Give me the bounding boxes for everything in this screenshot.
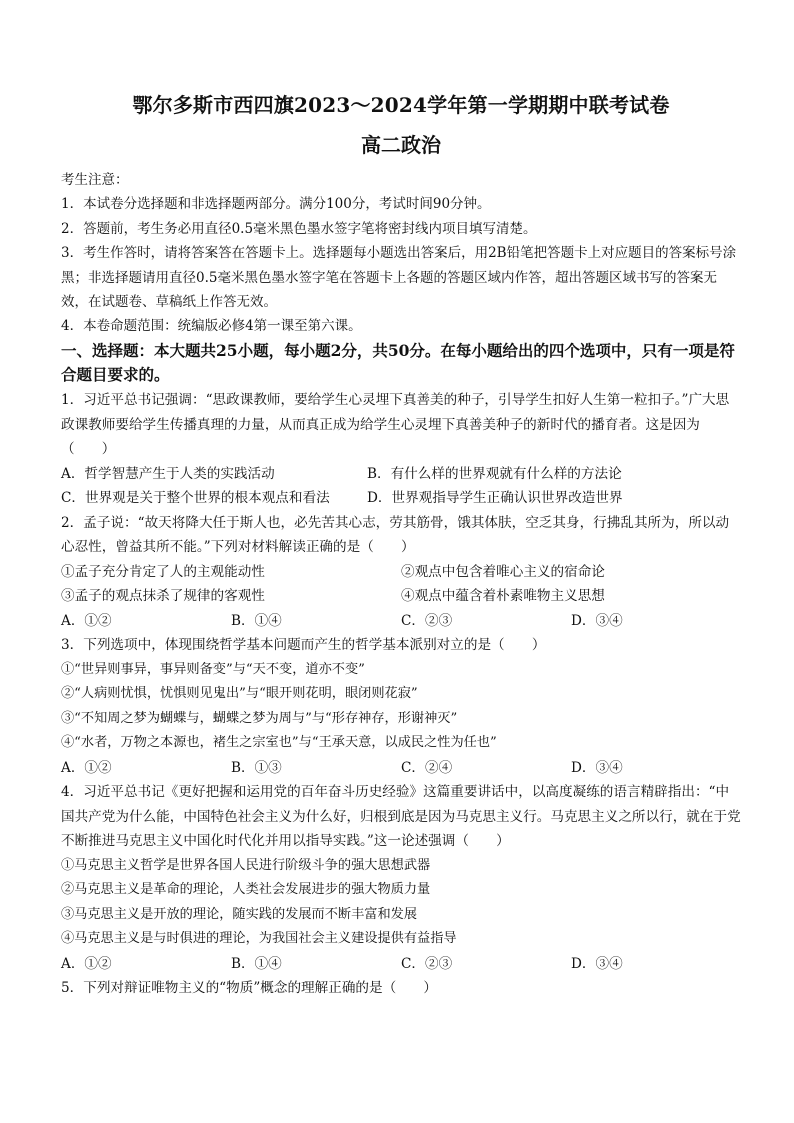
- section-heading-choice: 一、选择题：本大题共25小题，每小题2分，共50分。在每小题给出的四个选项中，只有一项是符合题目要求的。: [61, 340, 735, 385]
- question-4-option-b[interactable]: B．①④: [231, 955, 282, 972]
- question-4-statement-1: ①马克思主义哲学是世界各国人民进行阶级斗争的强大思想武器: [61, 857, 431, 873]
- question-2-statement-1: ①孟子充分肯定了人的主观能动性: [61, 563, 265, 580]
- exam-subject: 高二政治: [361, 133, 441, 157]
- question-4-option-d[interactable]: D．③④: [571, 955, 623, 972]
- question-2-stem: 2．孟子说：“故天将降大任于斯人也，必先苦其心志，劳其筋骨，饿其体肤，空乏其身，行拂乱其所为，所以动心忍性，曾益其所不能。”下列对材料解读正确的是（ ）: [61, 514, 730, 556]
- question-1: [61, 388, 741, 511]
- question-3-statement-4: ④“水者，万物之本源也，褚生之宗室也”与“王承天意，以成民之性为任也”: [61, 735, 497, 751]
- question-5-stem: 5．下列对辩证唯物主义的“物质”概念的理解正确的是（ ）: [61, 980, 437, 997]
- question-2-statement-3: ③孟子的观点抹杀了规律的客观性: [61, 588, 265, 605]
- question-3-option-d[interactable]: D．③④: [571, 759, 623, 776]
- question-1-option-b[interactable]: B．有什么样的世界观就有什么样的方法论: [367, 465, 622, 482]
- notice-item-4: 4．本卷命题范围：统编版必修4第一课至第六课。: [61, 318, 362, 335]
- question-3-options: [61, 756, 741, 781]
- question-2-statement-4: ④观点中蕴含着朴素唯物主义思想: [401, 588, 605, 605]
- question-1-options-row-1: [61, 462, 741, 487]
- question-3-stem: 3．下列选项中，体现围绕哲学基本问题而产生的哲学基本派别对立的是（ ）: [61, 637, 546, 654]
- question-4-option-a[interactable]: A．①②: [61, 955, 112, 972]
- question-3-statement-1: ①“世异则事异，事异则备变”与“天不变，道亦不变”: [61, 661, 365, 677]
- question-3-statement-3: ③“不知周之梦为蝴蝶与，蝴蝶之梦为周与”与“形存神存，形谢神灭”: [61, 710, 458, 726]
- question-2-statement-2: ②观点中包含着唯心主义的宿命论: [401, 563, 605, 580]
- notice-item-2: 2．答题前，考生务必用直径0.5毫米黑色墨水签字笔将密封线内项目填写清楚。: [61, 220, 537, 237]
- question-1-options-row-2: [61, 486, 741, 511]
- question-1-option-d[interactable]: D．世界观指导学生正确认识世界改造世界: [367, 490, 623, 507]
- question-2-option-c[interactable]: C．②③: [401, 612, 453, 629]
- notice-item-3: 3．考生作答时，请将答案答在答题卡上。选择题每小题选出答案后，用2B铅笔把答题卡上对应题目的答案标号涂黑；非选择题请用直径0.5毫米黑色墨水签字笔在答题卡上各题的答题区域内作答，超出答题区域书写的答案无效，在试题卷、草稿纸上作答无效。: [61, 245, 737, 311]
- question-4: [61, 780, 741, 976]
- question-2-option-d[interactable]: D．③④: [571, 612, 623, 629]
- question-4-statement-4: ④马克思主义是与时俱进的理论，为我国社会主义建设提供有益指导: [61, 931, 457, 947]
- question-5: [61, 976, 741, 1001]
- question-1-option-a[interactable]: A．哲学智慧产生于人类的实践活动: [61, 465, 275, 482]
- exam-title: 鄂尔多斯市西四旗2023～2024学年第一学期期中联考试卷: [132, 93, 670, 117]
- question-3-option-a[interactable]: A．①②: [61, 759, 112, 776]
- question-2-options: [61, 609, 741, 634]
- question-4-statement-2: ②马克思主义是革命的理论，人类社会发展进步的强大物质力量: [61, 882, 431, 898]
- question-2: [61, 511, 741, 634]
- question-2-option-a[interactable]: A．①②: [61, 612, 112, 629]
- question-3-option-c[interactable]: C．②④: [401, 759, 453, 776]
- question-1-option-c[interactable]: C．世界观是关于整个世界的根本观点和看法: [61, 490, 330, 507]
- question-3: [61, 633, 741, 780]
- question-4-statement-3: ③马克思主义是开放的理论，随实践的发展而不断丰富和发展: [61, 906, 418, 922]
- question-4-options: [61, 952, 741, 977]
- question-3-statement-2: ②“人病则忧惧，忧惧则见鬼出”与“眼开则花明，眼闭则花寂”: [61, 686, 418, 702]
- question-4-option-c[interactable]: C．②③: [401, 955, 453, 972]
- question-2-option-b[interactable]: B．①④: [231, 612, 282, 629]
- question-2-statements-row-2: [61, 584, 741, 609]
- question-3-option-b[interactable]: B．①③: [231, 759, 282, 776]
- question-4-stem: 4．习近平总书记《更好把握和运用党的百年奋斗历史经验》这篇重要讲话中，以高度凝练的语言精辟指出：“中国共产党为什么能，中国特色社会主义为什么好，归根到底是因为马克思主义行。马克思主义之所以行，就在于党不断推进马克思主义中国化时代化并用以指导实践。”这一论述强调（ ）: [61, 784, 741, 850]
- notice-heading: 考生注意：: [61, 172, 129, 188]
- notice-block: [61, 168, 741, 339]
- exam-page: [61, 92, 741, 1001]
- question-1-stem: 1．习近平总书记强调：“思政课教师，要给学生心灵埋下真善美的种子，引导学生扣好人生第一粒扣子。”广大思政课教师要给学生传播真理的力量，从而真正成为给学生心灵埋下真善美种子的新时代的播育者。这是因为（ ）: [61, 392, 730, 458]
- notice-item-1: 1．本试卷分选择题和非选择题两部分。满分100分，考试时间90分钟。: [61, 196, 491, 213]
- question-2-statements-row-1: [61, 560, 741, 585]
